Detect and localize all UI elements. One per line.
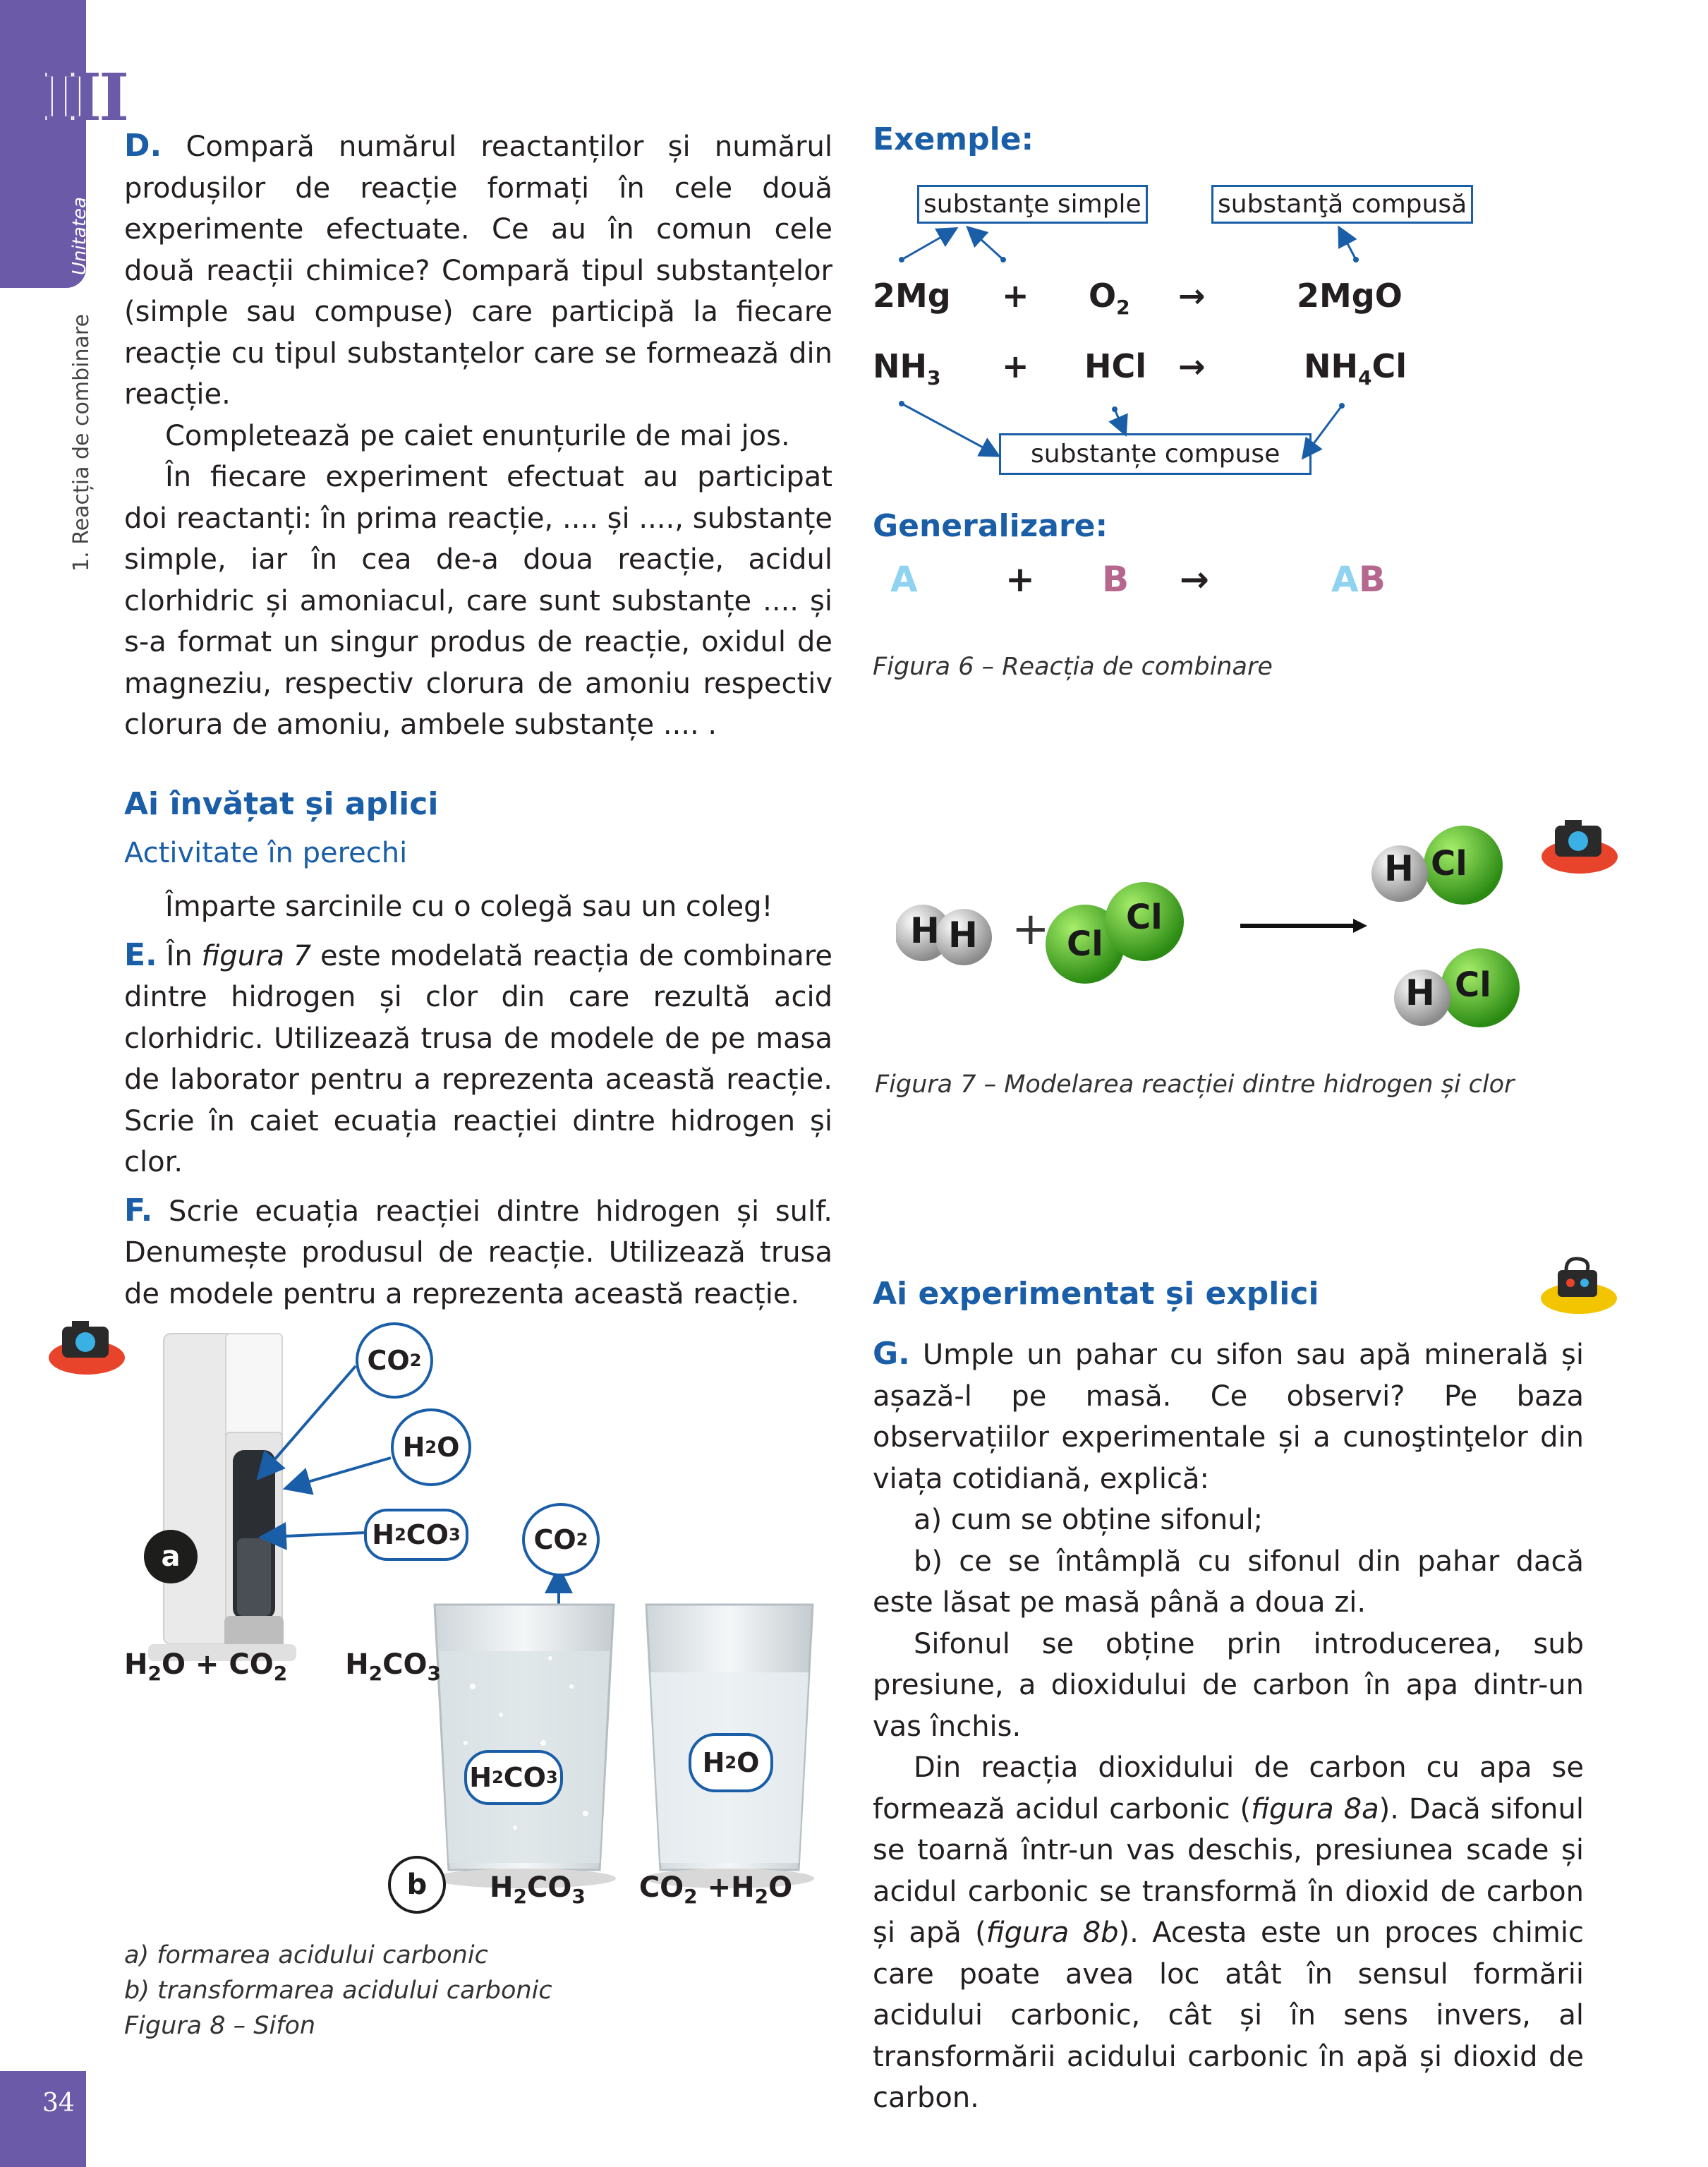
fig7-h-atom: H	[948, 915, 978, 955]
figure8-title: Figura 8 – Sifon	[124, 2012, 316, 2040]
section-f-label: F.	[124, 1192, 153, 1229]
fig7-cl-atom: Cl	[1455, 965, 1491, 1005]
figure6-examples-title: Exemple:	[873, 121, 1034, 157]
chapter-title: 1. Reacția de combinare	[69, 313, 94, 572]
fig7-h-atom: H	[910, 910, 940, 951]
section-learned-subtitle: Activitate în perechi	[124, 837, 408, 869]
r1-reactant2: $O_2$	[1089, 277, 1130, 320]
fig7-cl-atom: Cl	[1126, 898, 1163, 937]
r2-arrow: →	[1178, 347, 1206, 385]
section-learned-intro: Împarte sarcinile cu o colegă sau un coleg!	[165, 891, 773, 923]
r1-plus: +	[1002, 277, 1029, 315]
r1-reactant1: 2Mg	[873, 277, 951, 315]
bubble-co2: CO 2	[356, 1322, 433, 1399]
generalization-title: Generalizare:	[873, 508, 1108, 544]
figure8b-caption: b) transformarea acidului carbonic	[124, 1976, 552, 2005]
section-experiment-title: Ai experimentat și explici	[873, 1276, 1319, 1312]
box-compound-substances: substanțe compuse	[999, 433, 1312, 475]
gen-b: B	[1102, 559, 1129, 600]
unit-word: Unitatea	[69, 197, 90, 275]
section-d-text: Compară numărul reactanților și numărul produșilor de reacție formați în cele două experimente efectuate. Ce au în comun cele două reacții chimice? Compară tipul substanțelor (simple sau compuse) care participă la fiecare reacție cu tipul substanțelor care se formează din reacție.	[124, 131, 832, 411]
equation-8a: $H_2O + CO_2$ $H_2CO_3$	[124, 1648, 441, 1685]
section-d	[124, 126, 832, 746]
section-f-text: Scrie ecuația reacției dintre hidrogen și sulf. Denumește produsul de reacție. Utilizează trusa de modele pentru a reprezenta această reacție.	[124, 1195, 833, 1310]
r2-reactant2: HCl	[1084, 347, 1147, 385]
experiment-para1: Sifonul se obține prin introducerea, sub presiune, a dioxidului de carbon în apa dintr-un vas închis.	[873, 1627, 1584, 1743]
question-a: a) cum se obține sifonul;	[914, 1504, 1264, 1536]
section-learned-title: Ai învățat și aplici	[124, 786, 439, 822]
section-experiment-body	[873, 1334, 1584, 2119]
unit-numeral: III	[44, 59, 127, 135]
box-compound-substance: substanţă compusă	[1211, 185, 1473, 224]
fig7-h-atom: H	[1384, 848, 1414, 889]
r2-reactant1: $NH_3$	[873, 347, 941, 390]
figure6-caption: Figura 6 – Reacția de combinare	[873, 653, 1273, 681]
section-d-para2: Completează pe caiet enunțurile de mai jos.	[165, 419, 790, 452]
r2-product: $NH_4Cl$	[1304, 347, 1407, 390]
bubble-co2-released: CO 2	[522, 1503, 600, 1576]
question-b: b) ce se întâmplă cu sifonul din pahar dacă este lăsat pe masă până a doua zi.	[873, 1545, 1584, 1619]
figure8-captions	[124, 1938, 552, 2044]
fig7-h-atom: H	[1405, 972, 1435, 1013]
section-learned-body: Împarte sarcinile cu o colegă sau un coleg! E. În figura 7 este modelată reacția de combinare dintre hidrogen și clor din care rezultă acid clorhidric. Utilizează trusa de modele de pe masa de laborator pentru a reprezenta această reacție. Scrie în caiet ecuația reacției dintre hidrogen și clor. F. Scrie ecuația reacției dintre hidrogen și sulf. Denumește produsul de reacție. Utilizează trusa de modele pentru a reprezenta această reacție.	[124, 886, 832, 1315]
fig7-cl-atom: Cl	[1067, 924, 1103, 964]
figure7-caption: Figura 7 – Modelarea reacției dintre hidrogen și clor	[875, 1070, 1515, 1099]
page-number: 34	[42, 2089, 75, 2118]
experiment-kit-icon	[1538, 1249, 1620, 1317]
figure8-illustration	[120, 1320, 825, 1940]
equation-8b: $H_2CO_3$ $CO_2 +H_2O$	[490, 1871, 793, 1908]
section-d-para3: În fiecare experiment efectuat au participat doi reactanți: în prima reacție, .... și ...., substanțe simple, iar în cea de-a doua reacție, acidul clorhidric și amoniacul, care sunt substanțe .... și s-a format un singur produs de reacție, oxidul de magneziu, respectiv clorura de amoniu respectiv clorura de amoniu, ambele substanțe .... .	[124, 461, 832, 741]
figure8a-caption: a) formarea acidului carbonic	[124, 1941, 488, 1969]
fig7-cl-atom: Cl	[1431, 844, 1467, 883]
r1-arrow: →	[1178, 277, 1206, 315]
bubble-h2co3-glass: H 2 CO 3	[464, 1750, 563, 1805]
r2-plus: +	[1002, 347, 1029, 385]
section-e-label: E.	[124, 936, 157, 973]
bubble-h2o-glass: H 2 O	[689, 1733, 773, 1792]
section-d-label: D.	[124, 128, 162, 164]
experiment-para2: Din reacția dioxidului de carbon cu apa se formează acidul carbonic (figura 8a). Dacă sifonul se toarnă într-un vas deschis, presiunea scade și acidul carbonic se transformă în dioxid de carbon și apă (figura 8b). Acesta este un proces chimic care poate avea loc atât în sensul formării acidului carbonic, cât și în sens invers, al transformării acidului carbonic în apă și dioxid de carbon.	[873, 1751, 1584, 2114]
section-g-label: G.	[873, 1336, 910, 1372]
gen-arrow: →	[1180, 559, 1209, 600]
box-simple-substances: substanţe simple	[917, 185, 1148, 224]
gen-ab: AB	[1331, 559, 1386, 600]
bubble-h2co3: H 2 CO 3	[364, 1509, 468, 1561]
gen-plus: +	[1005, 559, 1035, 600]
fig7-plus: +	[1012, 903, 1050, 955]
camera-icon	[44, 1311, 130, 1376]
section-g-text: Umple un pahar cu sifon sau apă minerală și așază-l pe masă. Ce observi? Pe baza observațiilor experimentale și a cunoştinţelor din viața cotidiană, explică:	[873, 1339, 1584, 1495]
gen-a: A	[890, 559, 918, 600]
figure8a-label: a	[144, 1530, 198, 1583]
bubble-h2o: H 2 O	[391, 1408, 471, 1486]
figure8b-label: b	[388, 1856, 446, 1914]
camera-icon	[1537, 810, 1623, 875]
page-number-tab	[0, 2071, 86, 2167]
r1-product: 2MgO	[1297, 277, 1403, 315]
